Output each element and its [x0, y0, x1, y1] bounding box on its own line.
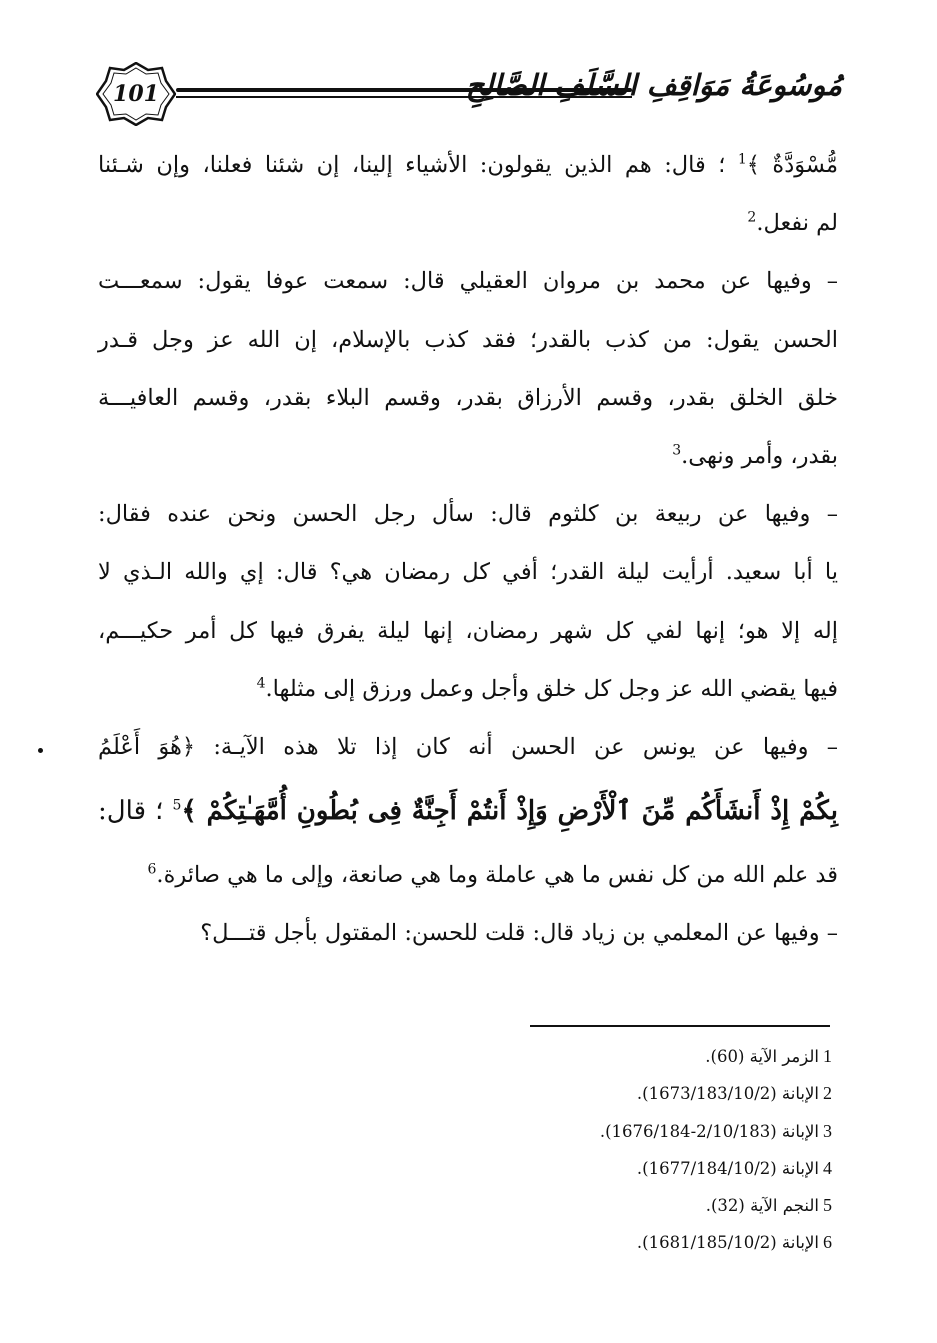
text-line	[98, 252, 838, 310]
footnote-number: 3	[823, 1120, 832, 1141]
line-text: الحسن يقول: من كذب بالقدر؛ فقد كذب بالإسلام، إن الله عز وجل قـدر	[98, 326, 838, 353]
line-text: لم نفعل.	[756, 210, 838, 237]
line-text: بِكُمْ إِذْ أَنشَأَكُم مِّنَ ٱلْأَرْضِ وَإِذْ أَنتُمْ أَجِنَّةٌ فِى بُطُونِ أُمَّهَـٰتِكُمْ ﴾	[181, 796, 839, 827]
line-text: إله إلا هو؛ إنها لفي كل شهر رمضان، إنها ليلة يفرق فيها كل أمر حكيـــم،	[98, 617, 838, 644]
text-line	[98, 485, 838, 543]
series-title: مُوسُوعَةُ مَوَاقِفِ السَّلَفِ الصَّالِحِ	[465, 68, 842, 102]
line-text: فيها يقضي الله عز وجل كل خلق وأجل وعمل ورزق إلى مثلها.	[265, 675, 838, 702]
line-text: خلق الخلق بقدر، وقسم الأرزاق بقدر، وقسم البلاء بقدر، وقسم العافيـــة	[98, 384, 838, 411]
line-text: – وفيها عن يونس عن الحسن أنه كان إذا تلا هذه الآيـة: ﴿هُوَ أَعْلَمُ	[98, 734, 838, 761]
line-text: – وفيها عن محمد بن مروان العقيلي قال: سمعت عوفا يقول: سمعـــت	[98, 268, 838, 295]
text-line	[98, 776, 838, 846]
text-line	[98, 427, 838, 485]
footnote-text: النجم الآية (32).	[705, 1196, 819, 1216]
page-header	[96, 62, 842, 128]
text-line	[98, 543, 838, 601]
footnote-number: 1	[823, 1046, 832, 1066]
footnote-item	[480, 1038, 832, 1075]
text-line	[98, 846, 838, 904]
footnote-text: الإبانة (1681/185/10/2).	[636, 1233, 819, 1253]
line-text: بقدر، وأمر ونهى.	[681, 443, 838, 470]
footnote-marker[interactable]: 1	[737, 151, 747, 168]
text-line	[98, 136, 838, 194]
text-line	[98, 660, 838, 718]
footnote-marker[interactable]: 2	[747, 209, 757, 226]
body-text	[98, 136, 838, 963]
text-line	[98, 194, 838, 252]
line-text: – وفيها عن ربيعة بن كلثوم قال: سأل رجل الحسن ونحن عنده فقال:	[98, 501, 838, 528]
footnote-marker[interactable]: 4	[256, 675, 266, 692]
footnote-item	[480, 1075, 832, 1112]
footnote-text: الزمر الآية (60).	[705, 1047, 819, 1066]
footnote-item	[480, 1224, 832, 1261]
text-line	[98, 311, 838, 369]
line-text: – وفيها عن المعلمي بن زياد قال: قلت للحسن: المقتول بأجل قتـــل؟	[200, 920, 838, 947]
margin-dot	[38, 748, 43, 753]
footnotes	[480, 1038, 832, 1262]
footnote-text: الإبانة (2/10/183-1676/184).	[599, 1121, 819, 1141]
footnote-number: 4	[823, 1157, 832, 1178]
footnote-number: 6	[823, 1232, 832, 1253]
text-line	[98, 602, 838, 660]
footnote-item	[480, 1113, 832, 1150]
footnote-item	[480, 1187, 832, 1224]
line-text: يا أبا سعيد. أرأيت ليلة القدر؛ أفي كل رمضان هي؟ قال: إي والله الـذي لا	[98, 559, 838, 586]
line-text: مُّسْوَدَّةٌ ﴾	[746, 152, 838, 178]
footnote-number: 2	[823, 1083, 832, 1104]
text-line	[98, 718, 838, 776]
footnote-text: الإبانة (1673/183/10/2).	[636, 1084, 819, 1104]
footnote-number: 5	[823, 1195, 832, 1216]
footnote-separator	[530, 1025, 830, 1027]
text-line	[98, 369, 838, 427]
line-text-continuation: ؛ قال:	[98, 796, 173, 827]
footnote-marker[interactable]: 6	[147, 861, 157, 878]
footnote-marker[interactable]: 5	[172, 797, 182, 814]
line-text: قد علم الله من كل نفس ما هي عاملة وما هي صانعة، وإلى ما هي صائرة.	[156, 862, 838, 889]
text-line	[98, 904, 838, 962]
line-text-continuation: ؛ قال: هم الذين يقولون: الأشياء إلينا، إن شئنا فعلنا، وإن شـئنا	[98, 152, 738, 178]
footnote-marker[interactable]: 3	[672, 442, 682, 459]
footnote-item	[480, 1150, 832, 1187]
page-number: 101	[113, 81, 159, 107]
footnote-text: الإبانة (1677/184/10/2).	[636, 1158, 819, 1178]
